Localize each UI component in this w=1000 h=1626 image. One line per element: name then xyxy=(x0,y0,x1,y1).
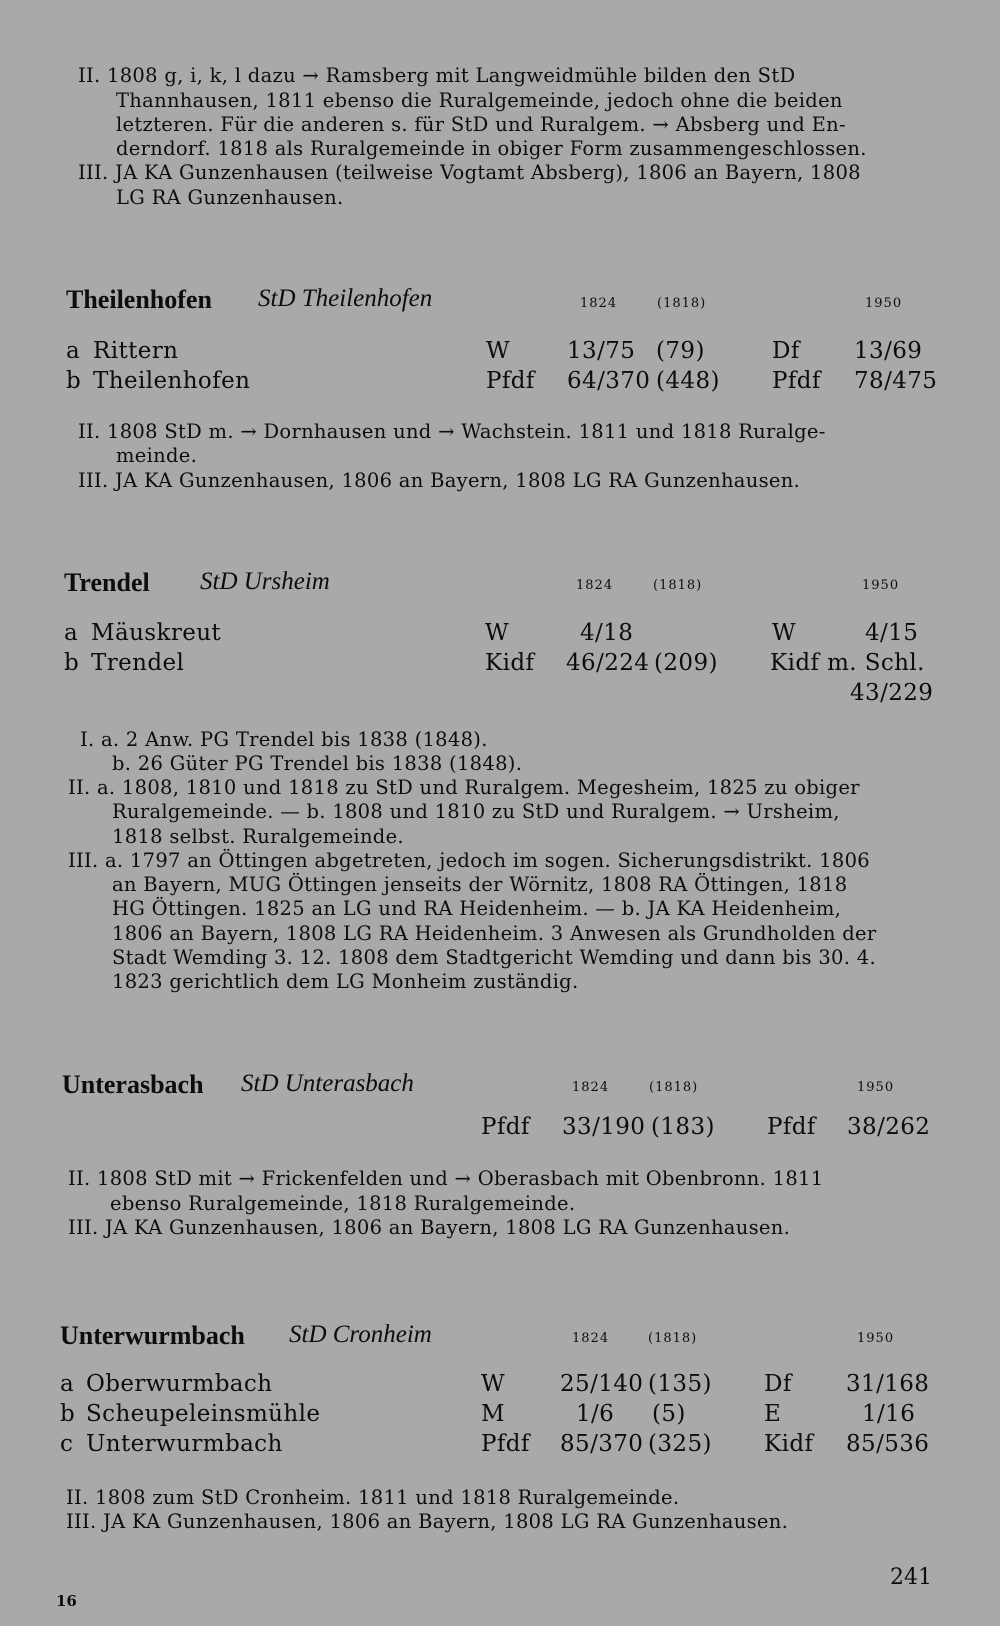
year-1950: 1950 xyxy=(857,1080,895,1095)
text-line: III. JA KA Gunzenhausen, 1806 an Bayern, 1808 LG RA Gunzenhausen. xyxy=(78,469,801,492)
row-type-1950: Kidf xyxy=(764,1431,814,1457)
year-1818: (1818) xyxy=(657,296,707,311)
text-line: b. 26 Güter PG Trendel bis 1838 (1848). xyxy=(112,752,523,775)
text-line: II. 1808 StD m. → Dornhausen und → Wachstein. 1811 und 1818 Ruralge- xyxy=(78,420,826,443)
row-value-1950: 78/475 xyxy=(854,368,938,394)
row-value-1818: (209) xyxy=(654,650,718,676)
text-line: Thannhausen, 1811 ebenso die Ruralgemeinde, jedoch ohne die beiden xyxy=(116,89,843,112)
row-value-1824: 64/370 xyxy=(567,368,651,394)
row-value-1818: (135) xyxy=(648,1371,712,1397)
text-line: III. JA KA Gunzenhausen (teilweise Vogtamt Absberg), 1806 an Bayern, 1808 xyxy=(78,161,861,184)
row-letter: a xyxy=(66,338,81,364)
text-line: III. JA KA Gunzenhausen, 1806 an Bayern, 1808 LG RA Gunzenhausen. xyxy=(68,1216,791,1239)
row-value-1824: 33/190 xyxy=(562,1114,646,1140)
text-line: ebenso Ruralgemeinde, 1818 Ruralgemeinde. xyxy=(110,1192,576,1215)
row-letter: a xyxy=(60,1371,75,1397)
row-type-1824: W xyxy=(485,620,510,646)
row-name: Trendel xyxy=(91,650,185,676)
row-value-1950: 31/168 xyxy=(846,1371,930,1397)
row-value-1818: (79) xyxy=(656,338,705,364)
text-line: III. a. 1797 an Öttingen abgetreten, jedoch im sogen. Sicherungsdistrikt. 1806 xyxy=(68,849,871,872)
row-type-1950: E xyxy=(764,1401,782,1427)
text-line: 1818 selbst. Ruralgemeinde. xyxy=(112,825,404,848)
row-type-1824: Pfdf xyxy=(481,1431,530,1457)
entry-std: StD Theilenhofen xyxy=(258,285,433,312)
text-line: III. JA KA Gunzenhausen, 1806 an Bayern, 1808 LG RA Gunzenhausen. xyxy=(66,1510,789,1533)
row-value-1950: 43/229 xyxy=(850,680,934,706)
row-type-1950: W xyxy=(772,620,797,646)
year-1950: 1950 xyxy=(865,296,903,311)
row-type-1950: Df xyxy=(764,1371,792,1397)
row-type-1950: Kidf m. Schl. xyxy=(770,650,925,676)
row-name: Rittern xyxy=(93,338,179,364)
row-value-1818: (183) xyxy=(651,1114,715,1140)
row-type-1824: Pfdf xyxy=(486,368,535,394)
row-type-1950: Df xyxy=(772,338,800,364)
text-line: 1823 gerichtlich dem LG Monheim zuständig. xyxy=(112,970,579,993)
row-value-1950: 4/15 xyxy=(865,620,919,646)
year-1818: (1818) xyxy=(649,1080,699,1095)
year-1824: 1824 xyxy=(576,578,614,593)
row-name: Unterwurmbach xyxy=(86,1431,283,1457)
row-type-1824: W xyxy=(481,1371,506,1397)
row-value-1950: 85/536 xyxy=(846,1431,930,1457)
year-1950: 1950 xyxy=(862,578,900,593)
row-value-1818: (448) xyxy=(656,368,720,394)
row-value-1824: 46/224 xyxy=(566,650,650,676)
row-type-1950: Pfdf xyxy=(767,1114,816,1140)
entry-title: Trendel xyxy=(64,568,150,597)
row-value-1824: 13/75 xyxy=(567,338,636,364)
row-letter: b xyxy=(64,650,80,676)
row-value-1824: 4/18 xyxy=(580,620,634,646)
entry-std: StD Cronheim xyxy=(289,1321,432,1348)
text-line: LG RA Gunzenhausen. xyxy=(116,186,344,209)
row-name: Oberwurmbach xyxy=(86,1371,273,1397)
row-name: Theilenhofen xyxy=(93,368,251,394)
row-value-1950: 38/262 xyxy=(847,1114,931,1140)
year-1824: 1824 xyxy=(580,296,618,311)
text-line: meinde. xyxy=(116,444,198,467)
row-letter: b xyxy=(66,368,82,394)
row-letter: c xyxy=(60,1431,74,1457)
row-value-1950: 13/69 xyxy=(854,338,923,364)
text-line: HG Öttingen. 1825 an LG und RA Heidenheim. — b. JA KA Heidenheim, xyxy=(112,897,842,920)
year-1818: (1818) xyxy=(648,1331,698,1346)
text-line: Ruralgemeinde. — b. 1808 und 1810 zu StD und Ruralgem. → Ursheim, xyxy=(112,800,840,823)
year-1950: 1950 xyxy=(857,1331,895,1346)
year-1824: 1824 xyxy=(572,1080,610,1095)
row-value-1818: (5) xyxy=(652,1401,686,1427)
text-line: II. 1808 zum StD Cronheim. 1811 und 1818 Ruralgemeinde. xyxy=(66,1486,680,1509)
row-value-1824: 25/140 xyxy=(560,1371,644,1397)
text-line: an Bayern, MUG Öttingen jenseits der Wörnitz, 1808 RA Öttingen, 1818 xyxy=(112,873,848,896)
text-line: derndorf. 1818 als Ruralgemeinde in obiger Form zusammengeschlossen. xyxy=(116,137,867,160)
row-type-1824: Pfdf xyxy=(481,1114,530,1140)
text-line: II. 1808 g, i, k, l dazu → Ramsberg mit Langweidmühle bilden den StD xyxy=(78,64,796,87)
entry-title: Theilenhofen xyxy=(66,285,212,314)
signature-mark: 16 xyxy=(56,1592,77,1610)
year-1818: (1818) xyxy=(653,578,703,593)
row-name: Scheupeleinsmühle xyxy=(86,1401,321,1427)
text-line: 1806 an Bayern, 1808 LG RA Heidenheim. 3 Anwesen als Grundholden der xyxy=(112,922,877,945)
text-line: Stadt Wemding 3. 12. 1808 dem Stadtgericht Wemding und dann bis 30. 4. xyxy=(112,946,876,969)
row-value-1824: 1/6 xyxy=(576,1401,615,1427)
text-line: I. a. 2 Anw. PG Trendel bis 1838 (1848). xyxy=(80,728,488,751)
text-line: II. 1808 StD mit → Frickenfelden und → Oberasbach mit Obenbronn. 1811 xyxy=(68,1167,824,1190)
row-type-1824: M xyxy=(481,1401,505,1427)
row-letter: b xyxy=(60,1401,76,1427)
row-value-1824: 85/370 xyxy=(560,1431,644,1457)
row-type-1824: W xyxy=(486,338,511,364)
row-type-1950: Pfdf xyxy=(772,368,821,394)
entry-title: Unterasbach xyxy=(62,1070,204,1099)
entry-std: StD Ursheim xyxy=(200,568,330,595)
entry-std: StD Unterasbach xyxy=(241,1070,414,1097)
row-value-1818: (325) xyxy=(648,1431,712,1457)
entry-title: Unterwurmbach xyxy=(60,1321,245,1350)
row-letter: a xyxy=(64,620,79,646)
text-line: II. a. 1808, 1810 und 1818 zu StD und Ruralgem. Megesheim, 1825 zu obiger xyxy=(68,776,860,799)
year-1824: 1824 xyxy=(572,1331,610,1346)
text-line: letzteren. Für die anderen s. für StD und Ruralgem. → Absberg und En- xyxy=(116,113,846,136)
page-number: 241 xyxy=(890,1565,932,1590)
row-value-1950: 1/16 xyxy=(862,1401,916,1427)
row-name: Mäuskreut xyxy=(91,620,222,646)
row-type-1824: Kidf xyxy=(485,650,535,676)
